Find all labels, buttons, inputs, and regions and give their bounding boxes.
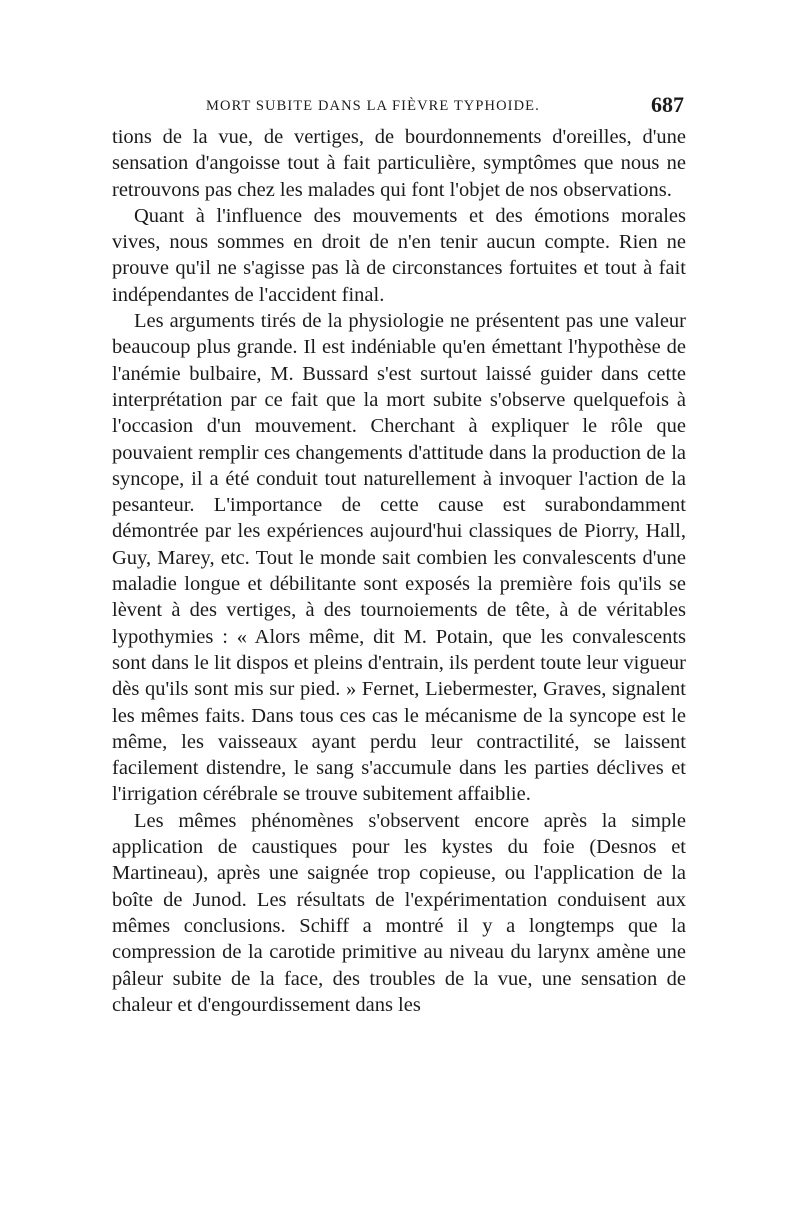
page-number: 687 — [651, 92, 684, 117]
body-text — [112, 124, 686, 1018]
book-page — [112, 90, 686, 1018]
running-title: MORT SUBITE DANS LA FIÈVRE TYPHOIDE. — [206, 98, 540, 114]
paragraph-continuation: tions de la vue, de vertiges, de bourdonnements d'oreilles, d'une sensation d'angoisse tout à fait particulière, symptômes que nous ne retrouvons pas chez les malades qui font l'objet de nos observations. — [112, 126, 686, 201]
running-head — [112, 90, 686, 120]
paragraph-phenomena: Les mêmes phénomènes s'observent encore après la simple application de caustiques pour les kystes du foie (Desnos et Martineau), après une saignée trop copieuse, ou l'application de la boîte de Junod. Les résultats de l'expérimentation conduisent aux mêmes conclusions. Schiff a montré il y a longtemps que la compression de la carotide primitive au niveau du larynx amène une pâleur subite de la face, des troubles de la vue, une sensation de chaleur et d'engourdissement dans les — [112, 809, 686, 1016]
paragraph-influence: Quant à l'influence des mouvements et des émotions morales vives, nous sommes en droit de n'en tenir aucun compte. Rien ne prouve qu'il ne s'agisse pas là de circonstances fortuites et tout à fait indépendantes de l'accident final. — [112, 204, 686, 306]
paragraph-physiology: Les arguments tirés de la physiologie ne présentent pas une valeur beaucoup plus grande. Il est indéniable qu'en émettant l'hypothèse de l'anémie bulbaire, M. Bussard s'est surtout laissé guider dans cette interprétation par ce fait que la mort subite s'observe quelquefois à l'occasion d'un mouvement. Cherchant à expliquer le rôle que pouvaient remplir ces changements d'attitude dans la production de la syncope, il a été conduit tout naturellement à invoquer l'action de la pesanteur. L'importance de cette cause est surabondamment démontrée par les expériences aujourd'hui classiques de Piorry, Hall, Guy, Marey, etc. Tout le monde sait combien les convalescents d'une maladie longue et débilitante sont exposés la première fois qu'ils se lèvent à des vertiges, à des tournoiements de tête, à de véritables lypothymies : « Alors même, dit M. Potain, que les convalescents sont dans le lit dispos et pleins d'entrain, ils perdent toute leur vigueur dès qu'ils sont mis sur pied. » Fernet, Liebermester, Graves, signalent les mêmes faits. Dans tous ces cas le mécanisme de la syncope est le même, les vaisseaux ayant perdu leur contractilité, se laissent facilement distendre, le sang s'accumule dans les parties déclives et l'irrigation cérébrale se trouve subitement affaiblie. — [112, 310, 686, 806]
